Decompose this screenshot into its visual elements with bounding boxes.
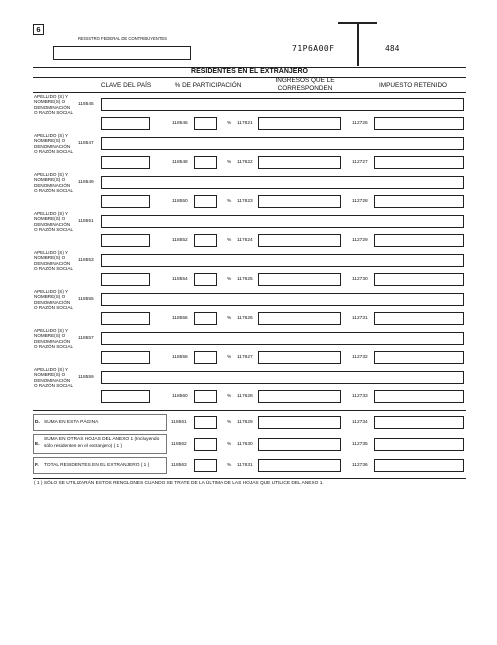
row-pct-field[interactable] <box>194 117 217 130</box>
row-income-code: 117625 <box>237 277 253 282</box>
rfc-field[interactable] <box>53 46 191 60</box>
row-name-field[interactable] <box>101 371 464 384</box>
row-name-code: 118559 <box>78 375 94 380</box>
row-pct-code: 118560 <box>172 394 188 399</box>
row-tax-field[interactable] <box>374 390 464 403</box>
total-code-3: 112734 <box>352 420 368 425</box>
row-pct-sign: % <box>227 160 232 165</box>
col-header-rule <box>33 92 466 93</box>
row-pct-code: 118558 <box>172 355 188 360</box>
total-pct-field[interactable] <box>194 459 217 472</box>
row-tax-field[interactable] <box>374 351 464 364</box>
col-header-income: INGRESOS QUE LE CORRESPONDEN <box>275 77 335 92</box>
row-income-code: 117626 <box>237 316 253 321</box>
row-country-field[interactable] <box>101 156 150 169</box>
total-code-2: 117631 <box>237 463 253 468</box>
row-name-code: 118547 <box>78 141 94 146</box>
row-income-field[interactable] <box>258 234 341 247</box>
row-income-code: 117621 <box>237 121 253 126</box>
row-name-label: APELLIDO (S) Y NOMBRE(S) O DENOMINACIÓN O RAZÓN SOCIAL <box>34 289 74 311</box>
total-code-3: 112735 <box>352 442 368 447</box>
row-name-label: APELLIDO (S) Y NOMBRE(S) O DENOMINACIÓN O RAZÓN SOCIAL <box>34 250 74 272</box>
row-name-field[interactable] <box>101 293 464 306</box>
row-pct-field[interactable] <box>194 156 217 169</box>
row-pct-field[interactable] <box>194 351 217 364</box>
col-header-participation: % DE PARTICIPACIÓN <box>174 82 242 89</box>
total-tax-field[interactable] <box>374 459 464 472</box>
row-name-label: APELLIDO (S) Y NOMBRE(S) O DENOMINACIÓN O RAZÓN SOCIAL <box>34 367 74 389</box>
total-income-field[interactable] <box>258 416 341 429</box>
total-pct-sign: % <box>227 463 232 468</box>
page-number: 6 <box>36 25 41 34</box>
total-income-field[interactable] <box>258 459 341 472</box>
row-name-code: 118545 <box>78 102 94 107</box>
corner-mark-vertical <box>357 22 359 66</box>
row-tax-field[interactable] <box>374 156 464 169</box>
row-name-field[interactable] <box>101 254 464 267</box>
rfc-label: REGISTRO FEDERAL DE CONTRIBUYENTES <box>78 36 167 41</box>
row-name-label: APELLIDO (S) Y NOMBRE(S) O DENOMINACIÓN O RAZÓN SOCIAL <box>34 328 74 350</box>
total-label: SUMA EN OTRAS HOJAS DEL ANEXO 1 (Incluyendo sólo residentes en el extranjero) ( 1 ) <box>44 437 160 449</box>
total-label: TOTAL RESIDENTES EN EL EXTRANJERO ( 1 ) <box>44 463 150 468</box>
row-name-field[interactable] <box>101 98 464 111</box>
row-tax-field[interactable] <box>374 117 464 130</box>
row-income-code: 117624 <box>237 238 253 243</box>
total-code-1: 118561 <box>171 420 187 425</box>
total-tax-field[interactable] <box>374 416 464 429</box>
footnote: ( 1 ) SÓLO SE UTILIZARÁN ESTOS RENGLONES CUANDO SE TRATE DE LA ÚLTIMA DE LAS HOJAS QUE UTILICE DEL ANEXO 1. <box>34 481 324 486</box>
row-tax-code: 112730 <box>352 277 368 282</box>
row-name-field[interactable] <box>101 176 464 189</box>
row-tax-code: 112727 <box>352 160 368 165</box>
form-number: 484 <box>385 44 400 53</box>
total-code-1: 118563 <box>171 463 187 468</box>
total-letter: F. <box>35 463 39 468</box>
row-pct-sign: % <box>227 121 232 126</box>
row-income-field[interactable] <box>258 312 341 325</box>
row-tax-code: 112726 <box>352 121 368 126</box>
total-pct-field[interactable] <box>194 438 217 451</box>
row-income-field[interactable] <box>258 351 341 364</box>
total-income-field[interactable] <box>258 438 341 451</box>
row-income-code: 117627 <box>237 355 253 360</box>
total-code-1: 118562 <box>171 442 187 447</box>
section-title-rule <box>33 77 466 78</box>
totals-top-rule <box>33 410 466 411</box>
row-tax-field[interactable] <box>374 312 464 325</box>
total-pct-sign: % <box>227 442 232 447</box>
row-pct-code: 118550 <box>172 199 188 204</box>
total-label: SUMA EN ESTA PÁGINA <box>44 420 99 425</box>
row-tax-field[interactable] <box>374 234 464 247</box>
total-code-2: 117630 <box>237 442 253 447</box>
row-pct-sign: % <box>227 355 232 360</box>
row-name-code: 118551 <box>78 219 94 224</box>
row-pct-field[interactable] <box>194 390 217 403</box>
row-pct-code: 118554 <box>172 277 188 282</box>
row-name-label: APELLIDO (S) Y NOMBRE(S) O DENOMINACIÓN O RAZÓN SOCIAL <box>34 211 74 233</box>
row-pct-sign: % <box>227 394 232 399</box>
row-income-code: 117623 <box>237 199 253 204</box>
total-letter: D. <box>35 420 40 425</box>
row-tax-code: 112732 <box>352 355 368 360</box>
page-number-box <box>33 24 44 35</box>
row-income-field[interactable] <box>258 390 341 403</box>
row-country-field[interactable] <box>101 312 150 325</box>
row-pct-field[interactable] <box>194 312 217 325</box>
row-name-label: APELLIDO (S) Y NOMBRE(S) O DENOMINACIÓN O RAZÓN SOCIAL <box>34 94 74 116</box>
row-country-field[interactable] <box>101 195 150 208</box>
row-name-code: 118557 <box>78 336 94 341</box>
row-name-code: 118553 <box>78 258 94 263</box>
total-tax-field[interactable] <box>374 438 464 451</box>
row-pct-sign: % <box>227 316 232 321</box>
row-name-field[interactable] <box>101 137 464 150</box>
row-income-code: 117622 <box>237 160 253 165</box>
row-pct-code: 118548 <box>172 160 188 165</box>
row-pct-code: 118556 <box>172 316 188 321</box>
row-income-code: 117628 <box>237 394 253 399</box>
row-country-field[interactable] <box>101 117 150 130</box>
total-code-3: 112736 <box>352 463 368 468</box>
row-name-code: 118555 <box>78 297 94 302</box>
total-letter: E. <box>35 442 40 447</box>
row-country-field[interactable] <box>101 234 150 247</box>
row-tax-field[interactable] <box>374 273 464 286</box>
row-name-label: APELLIDO (S) Y NOMBRE(S) O DENOMINACIÓN O RAZÓN SOCIAL <box>34 172 74 194</box>
row-name-code: 118549 <box>78 180 94 185</box>
row-name-label: APELLIDO (S) Y NOMBRE(S) O DENOMINACIÓN O RAZÓN SOCIAL <box>34 133 74 155</box>
row-pct-sign: % <box>227 277 232 282</box>
row-pct-sign: % <box>227 199 232 204</box>
totals-bottom-rule <box>33 478 466 479</box>
col-header-tax: IMPUESTO RETENIDO <box>378 82 448 89</box>
row-income-field[interactable] <box>258 273 341 286</box>
row-name-field[interactable] <box>101 332 464 345</box>
col-header-country: CLAVE DEL PAÍS <box>100 82 152 89</box>
row-name-field[interactable] <box>101 215 464 228</box>
row-country-field[interactable] <box>101 390 150 403</box>
row-tax-code: 112729 <box>352 238 368 243</box>
total-pct-sign: % <box>227 420 232 425</box>
row-country-field[interactable] <box>101 273 150 286</box>
row-income-field[interactable] <box>258 156 341 169</box>
row-tax-field[interactable] <box>374 195 464 208</box>
row-pct-field[interactable] <box>194 273 217 286</box>
total-code-2: 117629 <box>237 420 253 425</box>
row-tax-code: 112733 <box>352 394 368 399</box>
row-pct-code: 118546 <box>172 121 188 126</box>
total-pct-field[interactable] <box>194 416 217 429</box>
row-pct-code: 118552 <box>172 238 188 243</box>
row-pct-sign: % <box>227 238 232 243</box>
row-income-field[interactable] <box>258 117 341 130</box>
row-tax-code: 112731 <box>352 316 368 321</box>
row-country-field[interactable] <box>101 351 150 364</box>
row-pct-field[interactable] <box>194 195 217 208</box>
section-title: RESIDENTES EN EL EXTRANJERO <box>191 68 308 75</box>
row-tax-code: 112728 <box>352 199 368 204</box>
form-code: 71P6A00F <box>292 44 335 53</box>
row-pct-field[interactable] <box>194 234 217 247</box>
row-income-field[interactable] <box>258 195 341 208</box>
